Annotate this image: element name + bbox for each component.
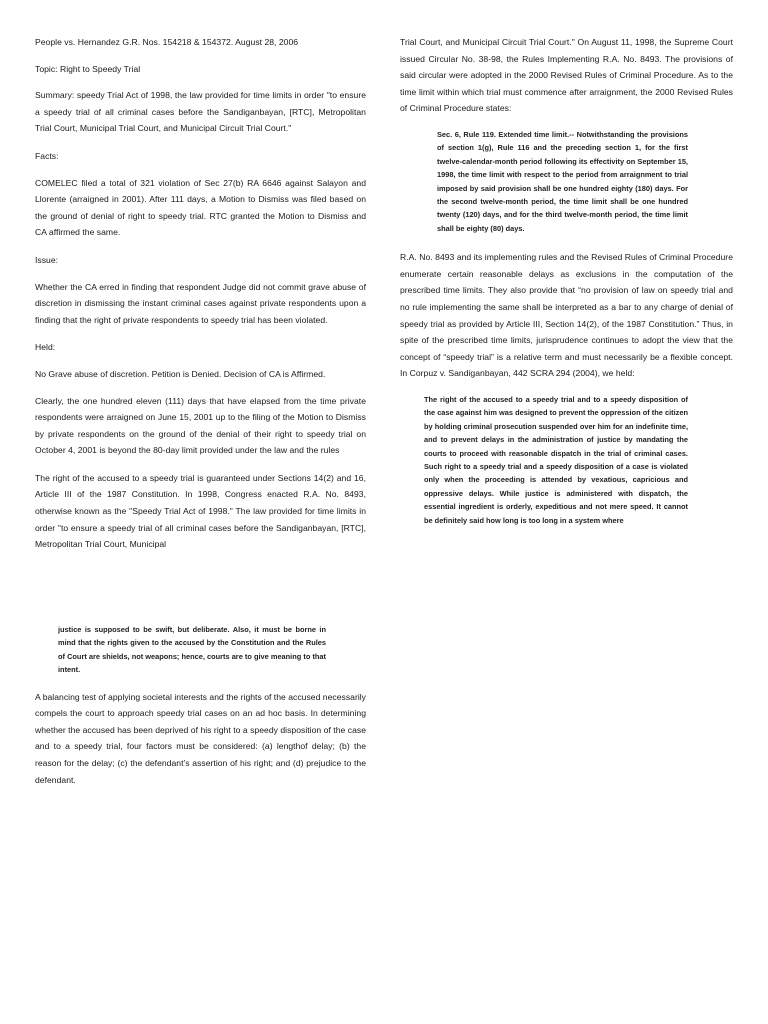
issue-heading: Issue: xyxy=(35,254,59,265)
held-paragraph-2: The right of the accused to a speedy trial is guaranteed under Sections 14(2) and 16, Article III of the 1987 Constitution. In 1998, Congress enacted R.A. No. 8493, otherwise known as the "Speedy Trial Act of 1998." The law provided for time limits in order "to ensure a speedy trial of all criminal cases before the Sandiganbayan, [RTC], Metropolitan Trial Court, Municipal xyxy=(35,472,366,550)
topic-line: Topic: Right to Speedy Trial xyxy=(35,63,141,74)
facts-heading: Facts: xyxy=(35,150,59,161)
left-column-upper xyxy=(35,34,366,564)
case-title: People vs. Hernandez G.R. Nos. 154218 & 154372. August 28, 2006 xyxy=(35,37,299,47)
held-heading: Held: xyxy=(35,342,56,353)
held-summary: No Grave abuse of discretion. Petition is Denied. Decision of CA is Affirmed. xyxy=(35,368,326,379)
quote-continuation: justice is supposed to be swift, but deliberate. Also, it must be borne in mind that the rights given to the accused by the Constitution and the Rules of Court are shields, not weapons; hence, courts are to give meaning to that intent. xyxy=(58,625,326,675)
ra-8493-paragraph: R.A. No. 8493 and its implementing rules and the Revised Rules of Criminal Procedure enumerate certain reasonable delays as exclusions in the computation of the prescribed time limits. They also provide that “no provision of law on speedy trial and no rule implementing the same shall be interpreted as a bar to any charge of denial of speedy trial as provided by Article III, Section 14(2), of the 1987 Constitution.” Thus, in spite of the prescribed time limits, jurisprudence continues to adopt the view that the concept of “speedy trial” is a relative term and must necessarily be a flexible concept. In Corpuz v. Sandiganbayan, 442 SCRA 294 (2004), we held: xyxy=(400,252,733,379)
summary-paragraph: Summary: speedy Trial Act of 1998, the law provided for time limits in order "to ensure a speedy trial of all criminal cases before the Sandiganbayan, [RTC], Metropolitan Trial Court, Municipal Trial Court, and Municipal Circuit Trial Court." xyxy=(35,90,366,134)
rule-119-quote: Sec. 6, Rule 119. Extended time limit.-- Notwithstanding the provisions of section 1(g), Rule 116 and the preceding section 1, for the first twelve-calendar-month period following its effectivity on September 15, 1998, the time limit with respect to the period from arraignment to trial imposed by said provision shall be one hundred eighty (180) days. For the second twelve-month period, the time limit shall be one hundred twenty (120) days, and for the third twelve-month period, the time limit shall be eighty (80) days. xyxy=(437,129,688,233)
held-paragraph-1: Clearly, the one hundred eleven (111) days that have elapsed from the time private respondents were arraigned on June 15, 2001 up to the filing of the Motion to Dismiss by private respondents on the ground of the denial of their right to speedy trial on October 4, 2001 is beyond the 80-day limit provided under the law and the rules xyxy=(35,395,366,456)
right-column xyxy=(400,34,733,527)
balancing-test-paragraph: A balancing test of applying societal interests and the rights of the accused necessarily compels the court to approach speedy trial cases on an ad hoc basis. In determining whether the accused has been deprived of his right to a speedy disposition of the case and to a speedy trial, four factors must be considered: (a) lengthof delay; (b) the reason for the delay; (c) the defendant’s assertion of his right; and (d) prejudice to the defendant. xyxy=(35,691,366,785)
left-column-lower xyxy=(35,623,366,799)
circular-paragraph: Trial Court, and Municipal Circuit Trial Court." On August 11, 1998, the Supreme Court issued Circular No. 38-98, the Rules Implementing R.A. No. 8493. The provisions of said circular were adopted in the 2000 Revised Rules of Criminal Procedure. As to the time limit within which trial must commence after arraignment, the 2000 Revised Rules of Criminal Procedure states: xyxy=(400,37,733,114)
corpuz-quote: The right of the accused to a speedy trial and to a speedy disposition of the case against him was designed to prevent the oppression of the citizen by holding criminal prosecution suspended over him for an indefinite time, and to prevent delays in the administration of justice by mandating the courts to proceed with reasonable dispatch in the trial of criminal cases. Such right to a speedy trial and a speedy disposition of a case is violated only when the proceeding is attended by vexatious, capricious and oppressive delays. While justice is administered with dispatch, the essential ingredient is orderly, expeditious and not mere speed. It cannot be definitely said how long is too long in a system where xyxy=(424,394,688,525)
facts-paragraph: COMELEC filed a total of 321 violation of Sec 27(b) RA 6646 against Salayon and Llorente (arraigned in 2001). After 111 days, a Motion to Dismiss was filed based on the ground of denial of right to speedy trial. RTC granted the Motion to Dismiss and CA affirmed the same. xyxy=(35,177,366,238)
issue-paragraph: Whether the CA erred in finding that respondent Judge did not commit grave abuse of discretion in dismissing the instant criminal cases against private respondents upon a finding that the right of private respondents to speedy trial has been violated. xyxy=(35,281,366,325)
